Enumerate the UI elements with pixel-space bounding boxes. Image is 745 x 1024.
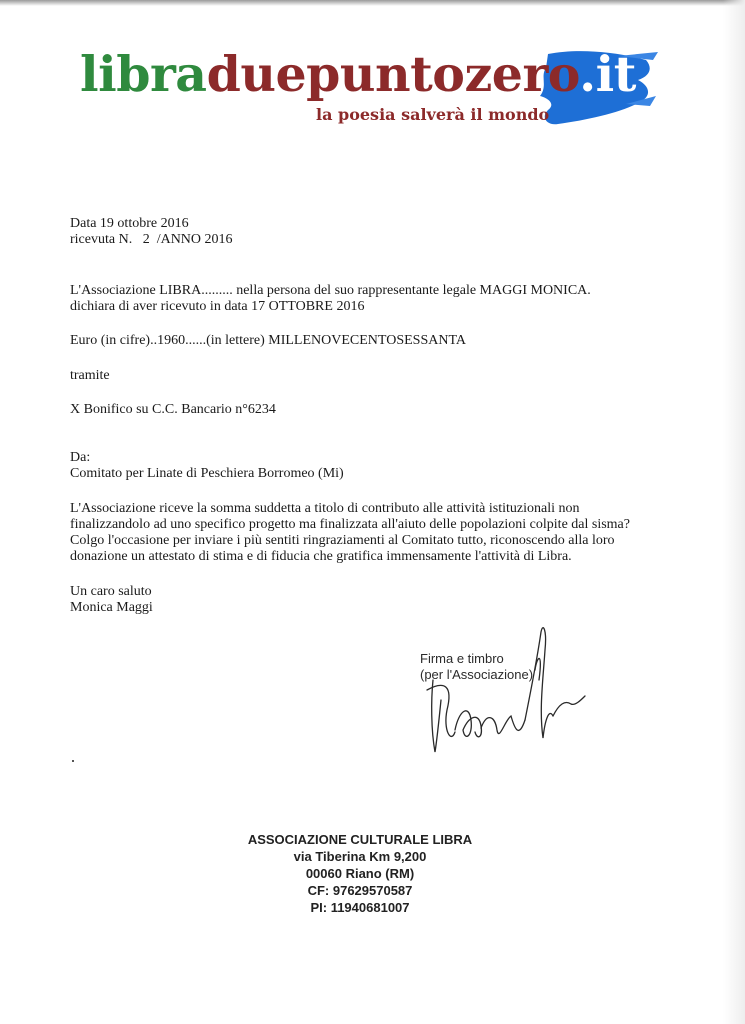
footer-city: 00060 Riano (RM) xyxy=(305,866,415,881)
paragraph-line-2: finalizzandolo ad uno specifico progetto ma finalizzata all'aiuto delle popolazioni colpite dal sisma? xyxy=(70,517,630,532)
logo-part-libra: libra xyxy=(80,45,207,103)
site-logo xyxy=(78,46,658,136)
logo-tagline: la poesia salverà il mondo xyxy=(316,105,550,124)
footer-org-name: ASSOCIAZIONE CULTURALE LIBRA xyxy=(247,832,473,847)
declaration-line-1: L'Associazione LIBRA......... nella persona del suo rappresentante legale MAGGI MONICA. xyxy=(70,283,591,298)
scan-speck xyxy=(72,760,74,762)
signature-label-line-2: (per l'Associazione) xyxy=(420,667,534,682)
closing-greeting: Un caro saluto xyxy=(70,584,152,599)
logo-part-domain: .it xyxy=(579,45,636,103)
date-line: Data 19 ottobre 2016 xyxy=(70,216,189,231)
scan-edge-right xyxy=(723,0,745,1024)
sender-name: Monica Maggi xyxy=(70,600,153,615)
signature-label-line-1: Firma e timbro xyxy=(420,651,504,666)
scan-edge-top xyxy=(0,0,745,6)
amount-line: Euro (in cifre)..1960......(in lettere) MILLENOVECENTOSESSANTA xyxy=(70,333,466,348)
handwritten-signature xyxy=(425,620,595,760)
logo-wordmark xyxy=(80,45,636,103)
logo-part-duepuntozero: duepuntozero xyxy=(206,45,580,103)
footer-address: via Tiberina Km 9,200 xyxy=(293,849,427,864)
footer-cf: CF: 97629570587 xyxy=(307,883,413,898)
paragraph-line-3: Colgo l'occasione per inviare i più sentiti ringraziamenti al Comitato tutto, riconoscendo alla loro xyxy=(70,533,615,548)
payment-method-line: X Bonifico su C.C. Bancario n°6234 xyxy=(70,402,276,417)
footer-pi: PI: 11940681007 xyxy=(310,900,410,915)
paragraph-line-4: donazione un attestato di stima e di fiducia che gratifica immensamente l'attività di Libra. xyxy=(70,549,572,564)
from-label: Da: xyxy=(70,450,91,465)
via-label: tramite xyxy=(70,368,110,383)
receipt-number-line: ricevuta N. 2 /ANNO 2016 xyxy=(70,232,233,247)
declaration-line-2: dichiara di aver ricevuto in data 17 OTTOBRE 2016 xyxy=(70,299,365,314)
paragraph-line-1: L'Associazione riceve la somma suddetta a titolo di contributo alle attività istituzionali non xyxy=(70,501,580,516)
from-value: Comitato per Linate di Peschiera Borromeo (Mi) xyxy=(70,466,344,481)
